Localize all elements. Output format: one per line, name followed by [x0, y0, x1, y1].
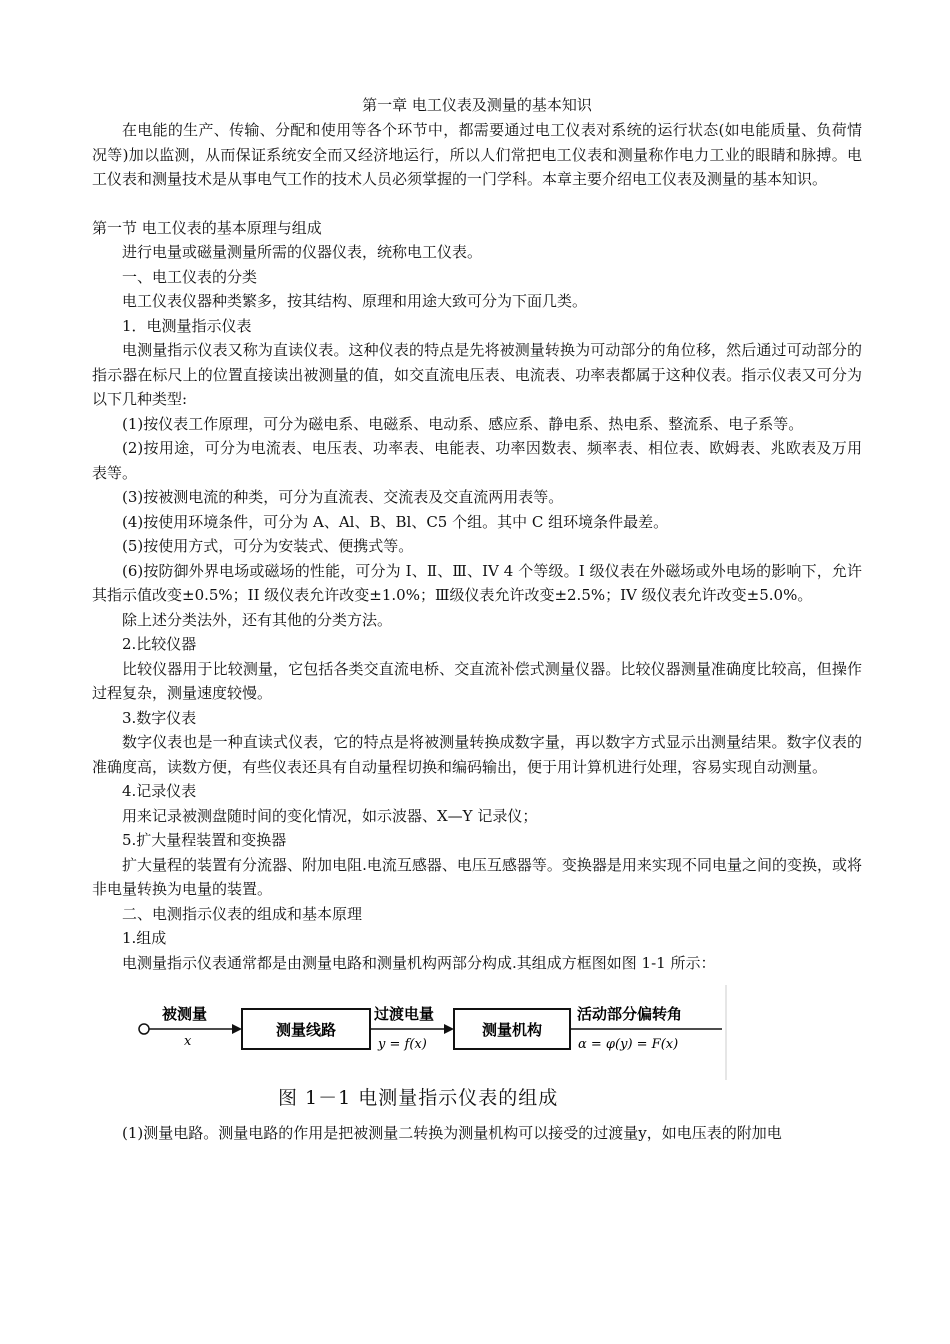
block1-label: 测量线路 — [275, 1021, 337, 1039]
input-arrowhead — [232, 1024, 242, 1034]
type-item: (2)按用途，可分为电流表、电压表、功率表、电能表、功率因数表、频率表、相位表、欧姆表、兆欧表及万用表等。 — [92, 439, 862, 482]
type-item: (4)按使用环境条件，可分为 A、Al、B、Bl、C5 个组。其中 C 组环境条件最差。 — [122, 512, 669, 531]
input-variable: x — [184, 1034, 192, 1049]
type-item: (1)按仪表工作原理，可分为磁电系、电磁系、电动系、感应系、静电系、热电系、整流系、电子系等。 — [122, 414, 804, 433]
item-paragraph: 比较仪器用于比较测量，它包括各类交直流电桥、交直流补偿式测量仪器。比较仪器测量准确度比较高，但操作过程复杂，测量速度较慢。 — [92, 659, 862, 702]
item-paragraph: 扩大量程的装置有分流器、附加电阻.电流互感器、电压互感器等。变换器是用来实现不同电量之间的变换，或将非电量转换为电量的装置。 — [92, 855, 862, 898]
item-heading: 4.记录仪表 — [122, 782, 197, 800]
item-heading: 2.比较仪器 — [122, 635, 197, 653]
last-paragraph: (1)测量电路。测量电路的作用是把被测量二转换为测量机构可以接受的过渡量y，如电压表的附加电 — [122, 1124, 782, 1142]
section-heading: 第一节 电工仪表的基本原理与组成 — [92, 218, 322, 237]
item-paragraph: 电测量指示仪表又称为直读仪表。这种仪表的特点是先将被测量转换为可动部分的角位移，然后通过可动部分的指示器在标尺上的位置直接读出被测量的值，如交直流电压表、电流表、功率表都属于这种仪表。指示仪表又可分为以下几种类型: — [92, 341, 862, 408]
chapter-title: 第一章 电工仪表及测量的基本知识 — [362, 96, 592, 114]
item-paragraph: 电测量指示仪表通常都是由测量电路和测量机构两部分构成.其组成方框图如图 1-1 所示： — [122, 953, 716, 972]
input-label: 被测量 — [162, 1005, 208, 1023]
item-heading: 1．电测量指示仪表 — [122, 316, 252, 335]
classification-intro: 电工仪表仪器种类繁多，按其结构、原理和用途大致可分为下面几类。 — [122, 292, 588, 310]
document-page — [92, 92, 862, 1146]
mid-arrowhead — [444, 1024, 454, 1034]
output-expression: α = φ(y) = F(x) — [578, 1037, 679, 1052]
figure-caption: 图 1－1 电测量指示仪表的组成 — [278, 1087, 559, 1109]
item-heading: 1.组成 — [122, 929, 167, 947]
definition-paragraph: 进行电量或磁量测量所需的仪器仪表，统称电工仪表。 — [122, 243, 483, 261]
item-heading: 3.数字仪表 — [122, 708, 197, 727]
input-terminal — [139, 1024, 149, 1034]
type-item: (6)按防御外界电场或磁场的性能，可分为 I、Ⅱ、Ⅲ、IV 4 个等级。I 级仪表在外磁场或外电场的影响下，允许其指示值改变±0.5%；II 级仪表允许改变±1.0%；Ⅲ级仪表允许改变±2.5%；IV 级仪表允许改变±5.0%。 — [92, 561, 862, 604]
item-paragraph: 数字仪表也是一种直读式仪表，它的特点是将被测量转换成数字量，再以数字方式显示出测量结果。数字仪表的准确度高，读数方便，有些仪表还具有自动量程切换和编码输出，便于用计算机进行处理，容易实现自动测量。 — [92, 733, 862, 776]
type-item: (3)按被测电流的种类，可分为直流表、交流表及交直流两用表等。 — [122, 488, 564, 506]
mid-label: 过渡电量 — [374, 1005, 435, 1023]
item-heading: 5.扩大量程装置和变换器 — [122, 831, 287, 849]
subheading-composition: 二、电测指示仪表的组成和基本原理 — [122, 904, 363, 923]
block2-label: 测量机构 — [481, 1021, 543, 1039]
intro-paragraph: 在电能的生产、传输、分配和使用等各个环节中，都需要通过电工仪表对系统的运行状态(如电能质量、负荷情况等)加以监测，从而保证系统安全而又经济地运行，所以人们常把电工仪表和测量称作电力工业的眼睛和脉搏。电工仪表和测量技术是从事电气工作的技术人员必须掌握的一门学科。本章主要介绍电工仪表及测量的基本知识。 — [92, 121, 862, 188]
type-item: (5)按使用方式，可分为安装式、便携式等。 — [122, 537, 414, 555]
item-paragraph: 用来记录被测盘随时间的变化情况，如示波器、X—Y 记录仪； — [122, 806, 538, 825]
subheading-classification: 一、电工仪表的分类 — [122, 267, 258, 286]
figure-1-1 — [92, 985, 862, 1117]
block-diagram — [132, 985, 732, 1080]
mid-expression: y = f(x) — [378, 1037, 427, 1052]
other-methods-paragraph: 除上述分类法外，还有其他的分类方法。 — [122, 610, 393, 629]
output-label: 活动部分偏转角 — [577, 1005, 683, 1023]
